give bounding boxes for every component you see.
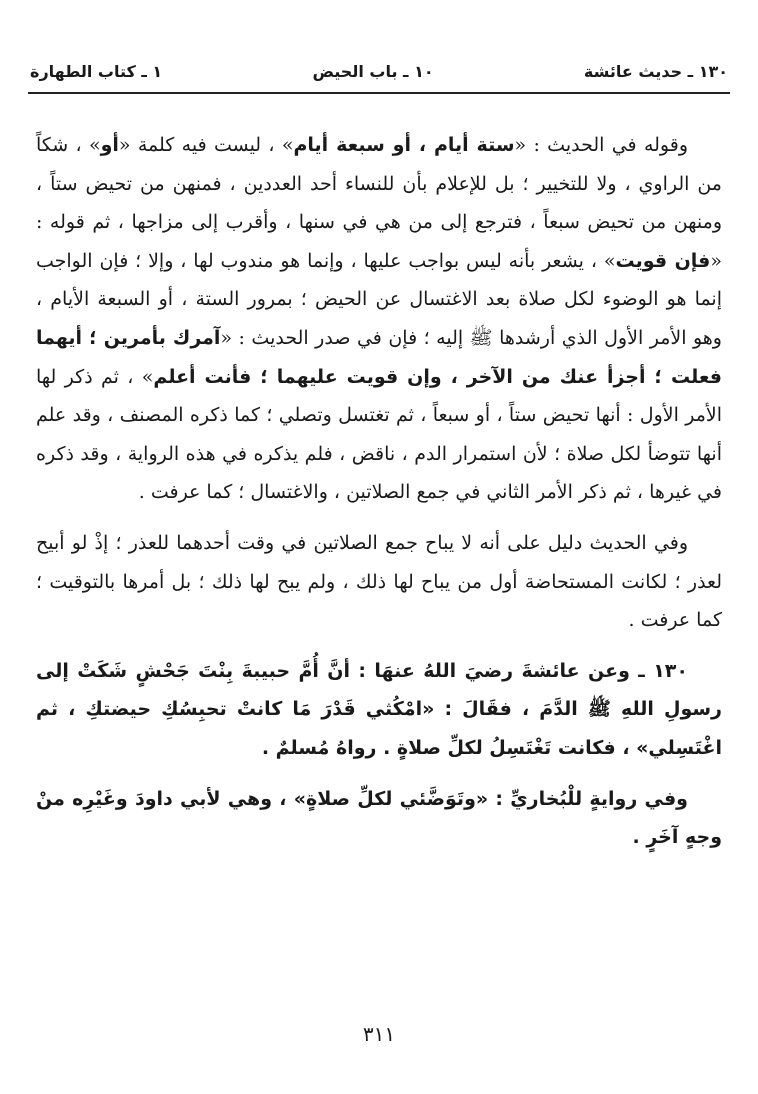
quoted-phrase: فإن قويت xyxy=(615,249,711,272)
hadith-130-bukhari-narration xyxy=(36,780,722,857)
text-segment: وقوله في الحديث : « xyxy=(514,134,688,156)
running-header xyxy=(30,56,728,86)
hadith-130-text xyxy=(36,652,722,768)
text-segment: وفي روايةٍ للْبُخاريِّ : «وتَوَضَّئي لكلِّ صلاةٍ» ، وهي لأبي داودَ وغَيْرِه منْ وجهٍ آخَرٍ . xyxy=(36,787,722,849)
commentary-paragraph-1 xyxy=(36,126,722,512)
text-segment: » ، يشعر بأنه ليس بواجب عليها ، وإنما هو مندوب لها ، وإلا ؛ فإن الواجب إنما هو الوضوء لكل صلاة بعد الاغتسال عن الحيض ؛ بمرور الستة ، أو السبعة الأيام ، وهو الأمر الأول الذي أرشدها ﷺ إليه ؛ فإن في صدر الحديث : « xyxy=(36,249,722,349)
text-segment: » ، ليست فيه كلمة « xyxy=(118,134,294,156)
page-number: ٣١١ xyxy=(362,1022,396,1046)
quoted-phrase: ستة أيام ، أو سبعة أيام xyxy=(293,134,515,156)
text-segment: ١٣٠ ـ وعن عائشةَ رضيَ اللهُ عنهَا : أنَّ أُمَّ حبيبةَ بِنْتَ جَحْشٍ شَكَتْ إلى رسولِ اللهِ ﷺ الدَّمَ ، فقَالَ : «امْكُثي قَدْرَ مَا كانتْ تحبِسُكِ حيضتكِ ، ثم اغْتَسِلي» ، فكانت تَغْتَسِلُ لكلِّ صلاةٍ . رواهُ مُسلمٌ . xyxy=(36,659,722,759)
quoted-phrase: آمرك بأمرين ؛ أيهما فعلت ؛ أجزأ عنك من الآخر ، وإن قويت عليهما ؛ فأنت أعلم xyxy=(36,326,722,388)
header-chapter-title: ١٠ ـ باب الحيض xyxy=(312,61,434,81)
commentary-paragraph-2 xyxy=(36,524,722,640)
text-segment: » ، ثم ذكر لها الأمر الأول : أنها تحيض ستاً ، أو سبعاً ، ثم تغتسل وتصلي ؛ كما ذكره المصنف ، وقد علم أنها تتوضأ لكل صلاة ؛ لأن استمرار الدم ، ناقض ، فلم يذكره في هذه الرواية ، وقد ذكره في غيرها ، ثم ذكر الأمر الثاني في جمع الصلاتين ، والاغتسال ؛ كما عرفت . xyxy=(36,365,722,504)
header-book-title: ١ ـ كتاب الطهارة xyxy=(30,61,163,81)
page-body xyxy=(36,126,722,857)
header-hadith-ref: ١٣٠ ـ حديث عائشة xyxy=(583,61,728,81)
text-segment: » ، شكاً من الراوي ، ولا للتخيير ؛ بل للإعلام بأن للنساء أحد العددين ، فمنهن من تحيض ستاً ، ومنهن من تحيض سبعاً ، فترجع إلى من هي في سنها ، وأقرب إلى مزاجها ، ثم قوله : « xyxy=(36,134,722,272)
header-divider xyxy=(28,92,730,94)
quoted-phrase: أو xyxy=(100,134,119,156)
text-segment: وفي الحديث دليل على أنه لا يباح جمع الصلاتين في وقت أحدهما للعذر ؛ إذْ لو أبيح لعذر ؛ لكانت المستحاضة أول من يباح لها ذلك ، ولم يبح لها ذلك ؛ بل أمرها بالتوقيت ؛ كما عرفت . xyxy=(36,531,722,632)
